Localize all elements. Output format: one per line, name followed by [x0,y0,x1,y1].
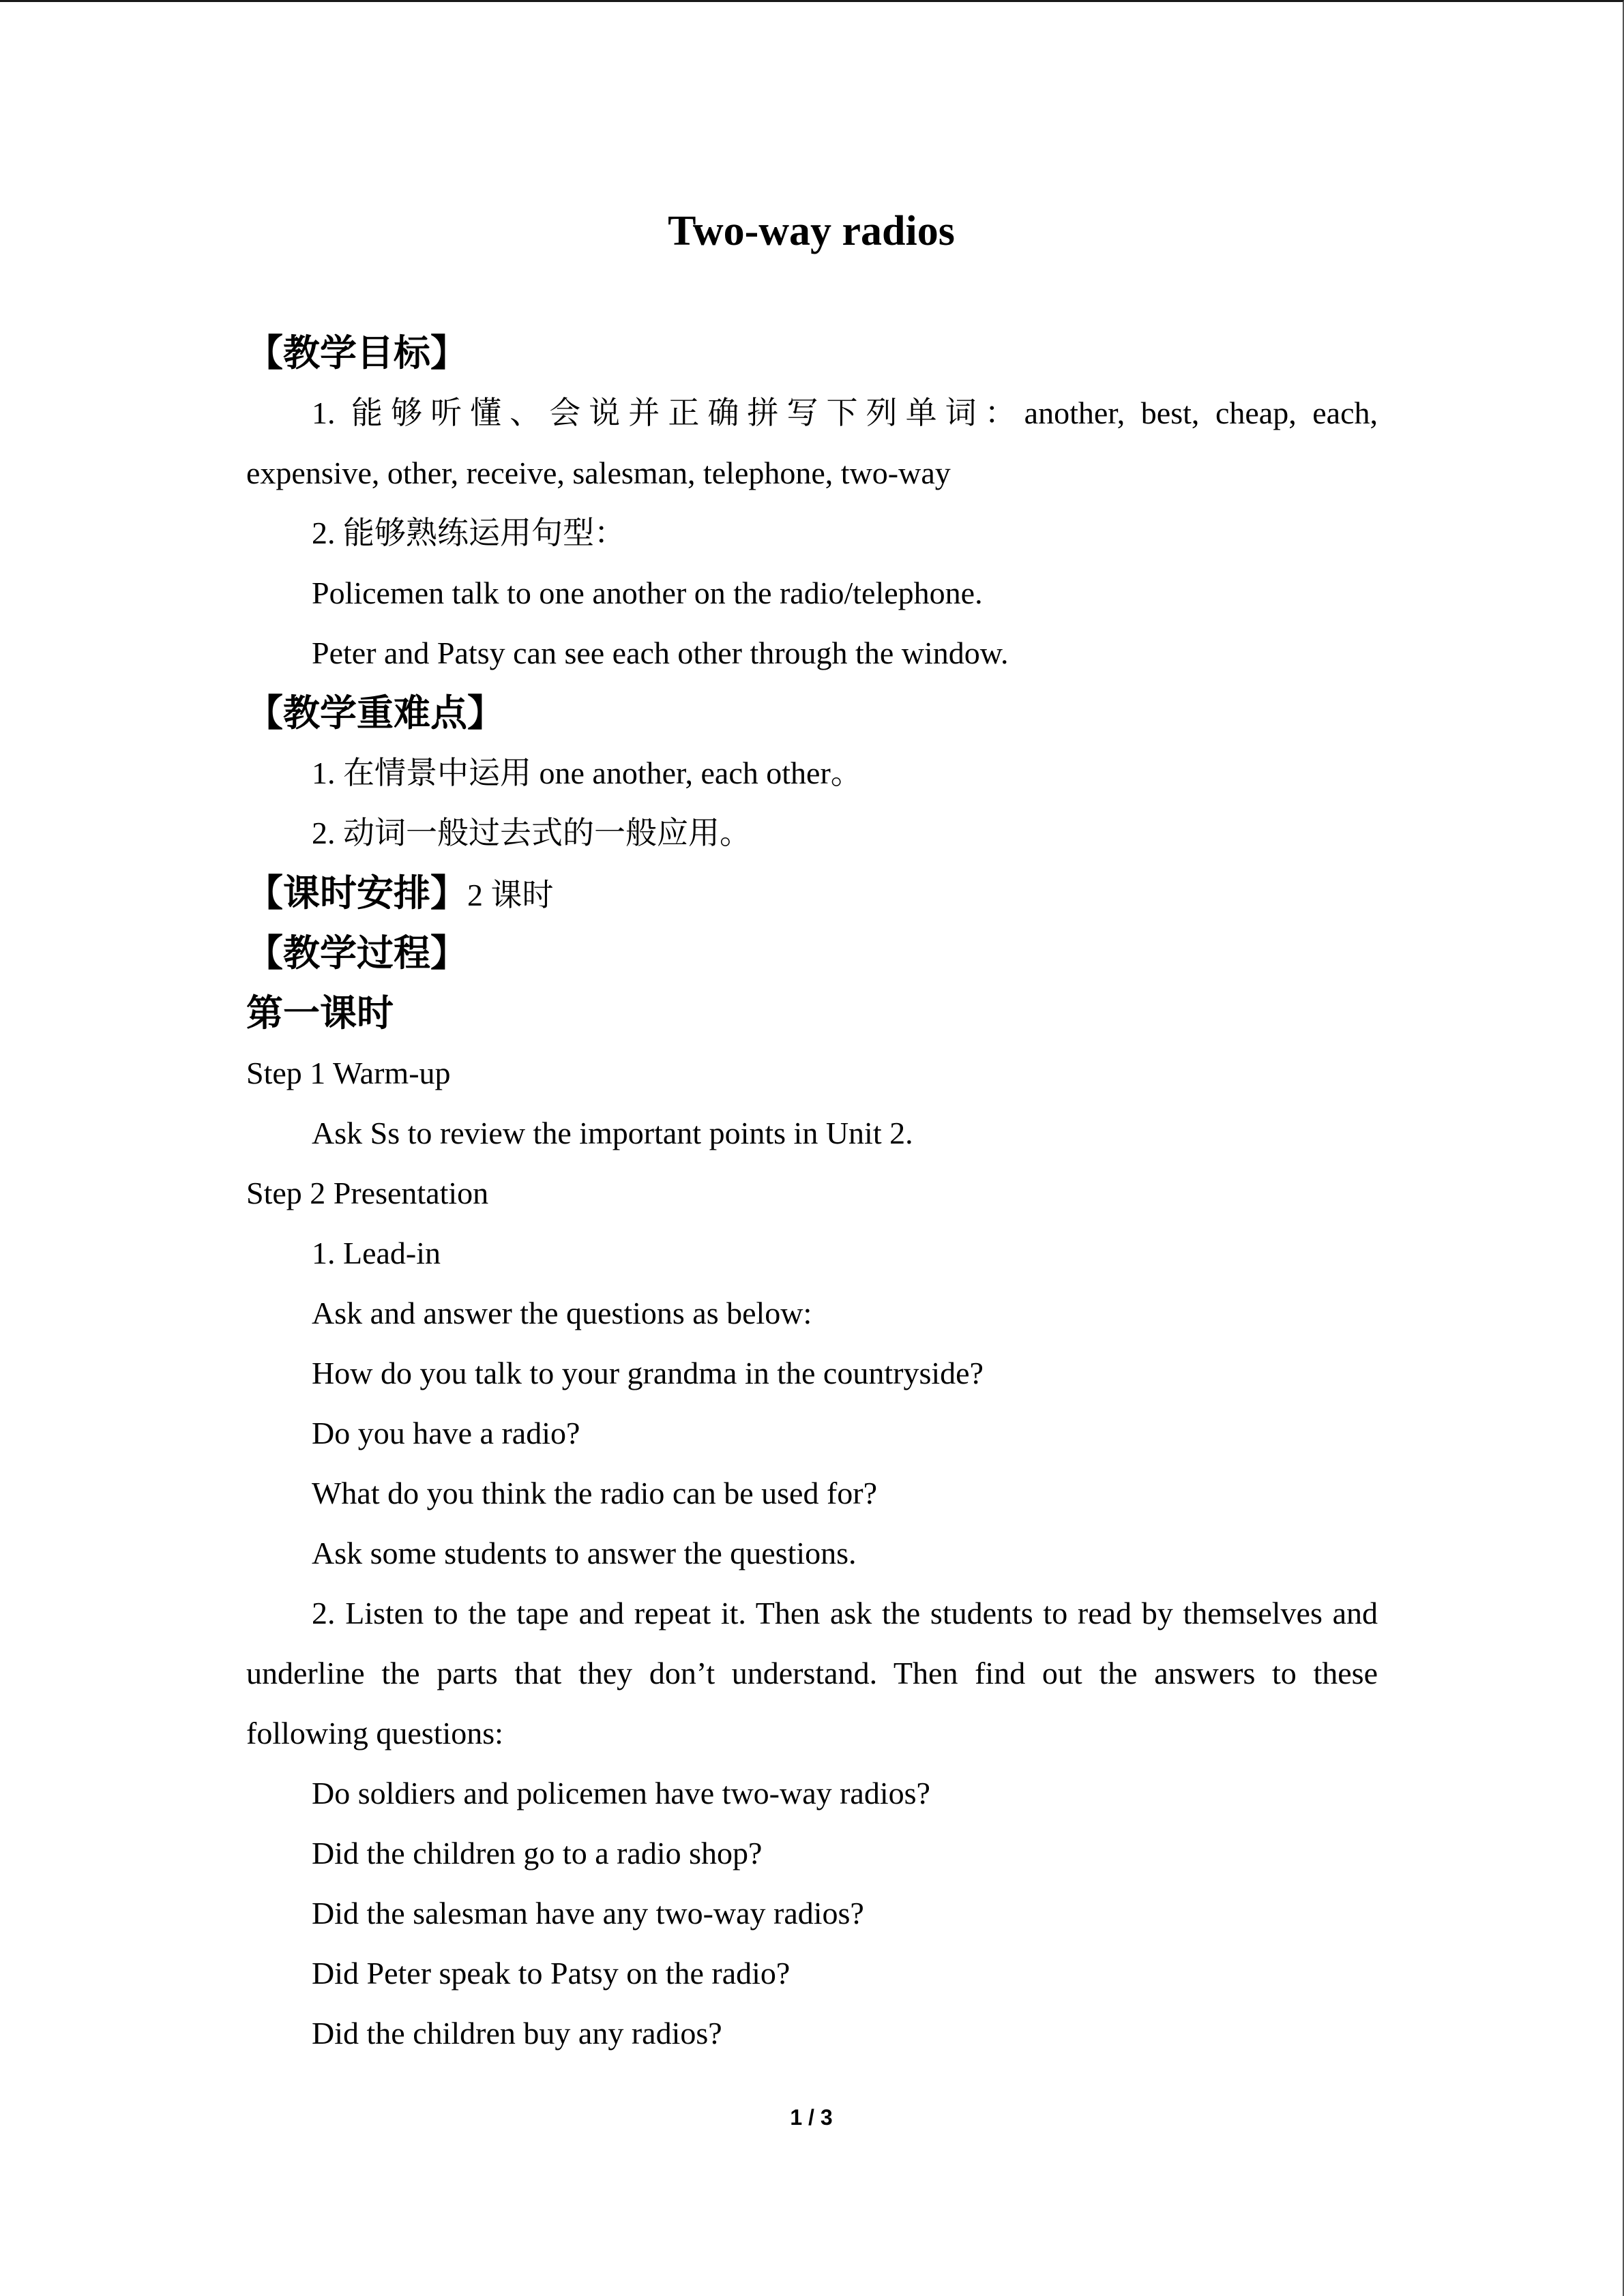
listening-question: Did the children go to a radio shop? [312,1836,763,1870]
schedule-heading: 【课时安排】 [246,873,467,914]
process-heading: 【教学过程】 [246,933,467,974]
lead-in-label: 1. Lead-in [312,1236,441,1270]
page-number: 1 / 3 [790,2105,833,2130]
lesson-title: 第一课时 [246,993,394,1034]
listening-question: Did the children buy any radios? [312,2016,722,2051]
listening-question: Did the salesman have any two-way radios? [312,1896,864,1930]
objectives-item-2: 2. 能够熟练运用句型： [312,516,625,550]
lead-in-question: Do you have a radio? [312,1416,580,1450]
step-1-title: Step 1 Warm-up [246,1056,451,1090]
page-title: Two-way radios [668,208,955,254]
listening-question: Do soldiers and policemen have two-way radios? [312,1776,930,1810]
listening-question: Did Peter speak to Patsy on the radio? [312,1956,791,1991]
lead-in-question: What do you think the radio can be used for? [312,1476,878,1510]
lead-in-intro: Ask and answer the questions as below: [312,1296,812,1330]
step-2-title: Step 2 Presentation [246,1176,489,1210]
objectives-heading: 【教学目标】 [246,333,467,374]
schedule-line [246,863,1378,923]
document-body [246,323,1378,2063]
objectives-item-1-line-2: expensive, other, receive, salesman, telephone, two-way [246,456,951,490]
listening-instruction-line-2: underline the parts that they don’t understand. Then find out the answers to these [246,1656,1378,1690]
key-points-item: 1. 在情景中运用 one another, each other。 [312,756,862,790]
lead-in-question: How do you talk to your grandma in the countryside? [312,1356,984,1390]
objectives-sentence: Peter and Patsy can see each other through the window. [312,636,1009,670]
listening-instruction-line-1: 2. Listen to the tape and repeat it. Then ask the students to read by themselves and [312,1596,1378,1630]
schedule-value: 2 课时 [467,878,554,912]
listening-instruction-line-3: following questions: [246,1716,503,1750]
key-points-heading: 【教学重难点】 [246,693,504,734]
lead-in-closing: Ask some students to answer the questions. [312,1536,857,1570]
objectives-item-1-line-1: 1. 能够听懂、会说并正确拼写下列单词：another, best, cheap, each, [312,396,1378,430]
step-1-text: Ask Ss to review the important points in Unit 2. [312,1116,913,1150]
objectives-sentence: Policemen talk to one another on the radio/telephone. [312,576,983,610]
key-points-item: 2. 动词一般过去式的一般应用。 [312,816,751,850]
